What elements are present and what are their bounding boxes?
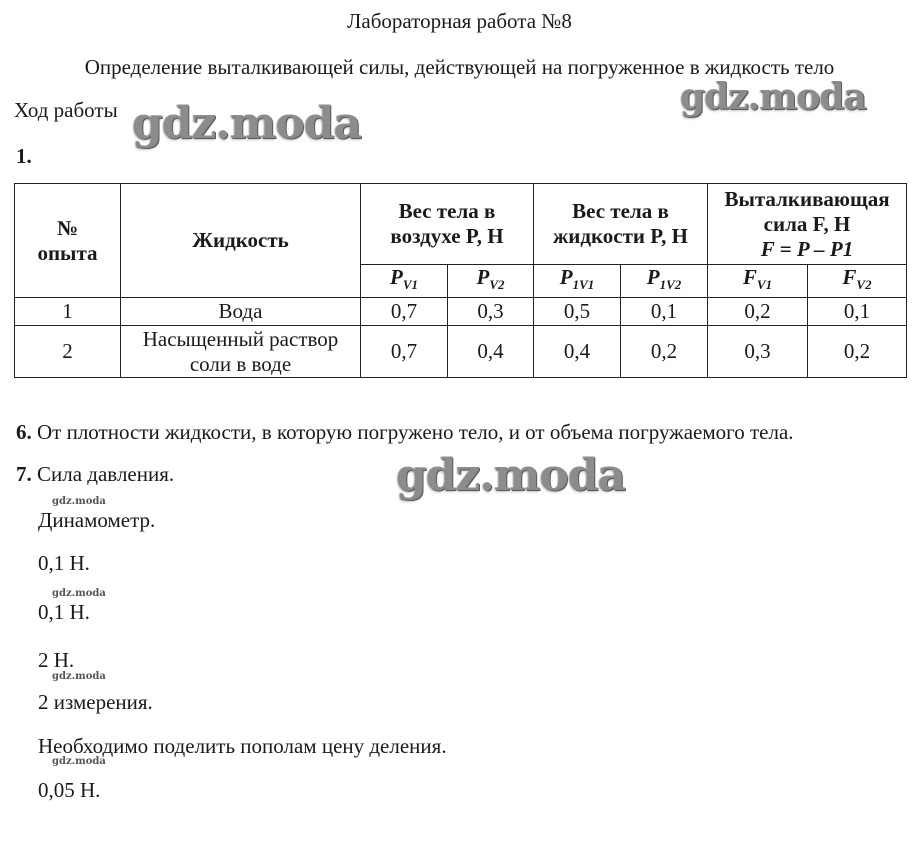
subheader-cell: $P_{1V1}$ — [534, 265, 621, 298]
cell-liquid: Насыщенный раствор соли в воде — [121, 326, 361, 378]
watermark-small: gdz.moda — [52, 496, 106, 507]
subheader-cell: $F_{V2}$ — [808, 265, 907, 298]
answer-line: 0,1 Н. — [38, 600, 90, 624]
cell-value: 0,2 — [808, 326, 907, 378]
answer-7 — [16, 462, 174, 487]
answer-line: Необходимо поделить пополам цену деления. — [38, 734, 447, 758]
answer-line: 0,05 Н. — [38, 778, 101, 802]
cell-value: 0,5 — [534, 298, 621, 326]
header-buoyant-force: Выталкивающая сила F, Н F = P – P1 — [708, 184, 907, 265]
watermark-small: gdz.moda — [52, 671, 106, 682]
subheader-cell: $F_{V1}$ — [708, 265, 808, 298]
subheader-cell: $P_{V2}$ — [448, 265, 534, 298]
cell-value: 0,4 — [448, 326, 534, 378]
watermark-logo: gdz.moda — [680, 76, 866, 118]
subheader-cell: $P_{V1}$ — [361, 265, 448, 298]
answer-7-text: Сила давления. — [37, 462, 175, 486]
answer-7-number: 7. — [16, 462, 32, 486]
answer-6 — [16, 420, 794, 445]
subheader-cell: $P_{1V2}$ — [621, 265, 708, 298]
cell-liquid: Вода — [121, 298, 361, 326]
answer-6-number: 6. — [16, 420, 32, 444]
force-formula: F = P – P1 — [760, 236, 854, 261]
page-subtitle: Определение выталкивающей силы, действующей на погруженное в жидкость тело — [84, 55, 835, 79]
cell-value: 0,7 — [361, 298, 448, 326]
header-weight-air: Вес тела в воздухе P, Н — [361, 184, 534, 265]
answer-line: Динамометр. — [38, 508, 156, 532]
cell-value: 0,1 — [808, 298, 907, 326]
watermark-logo: gdz.moda — [396, 450, 626, 501]
cell-value: 0,1 — [621, 298, 708, 326]
watermark-small: gdz.moda — [52, 588, 106, 599]
step-number: 1. — [16, 144, 32, 168]
watermark-small: gdz.moda — [52, 756, 106, 767]
answer-6-text: От плотности жидкости, в которую погружено тело, и от объема погружаемого тела. — [37, 420, 794, 444]
header-weight-liquid: Вес тела в жидкости P, Н — [534, 184, 708, 265]
results-table — [14, 183, 907, 378]
page-title: Лабораторная работа №8 — [347, 9, 572, 33]
header-experiment-number: № опыта — [15, 184, 121, 298]
answer-line: 0,1 Н. — [38, 551, 90, 575]
cell-value: 0,3 — [708, 326, 808, 378]
cell-value: 0,2 — [708, 298, 808, 326]
cell-value: 0,4 — [534, 326, 621, 378]
answer-line: 2 измерения. — [38, 690, 153, 714]
cell-value: 0,2 — [621, 326, 708, 378]
cell-experiment-number: 1 — [15, 298, 121, 326]
cell-value: 0,3 — [448, 298, 534, 326]
header-liquid: Жидкость — [121, 184, 361, 298]
answer-line: 2 Н. — [38, 648, 75, 672]
progress-label: Ход работы — [14, 98, 118, 122]
cell-value: 0,7 — [361, 326, 448, 378]
cell-experiment-number: 2 — [15, 326, 121, 378]
watermark-logo: gdz.moda — [132, 98, 362, 149]
